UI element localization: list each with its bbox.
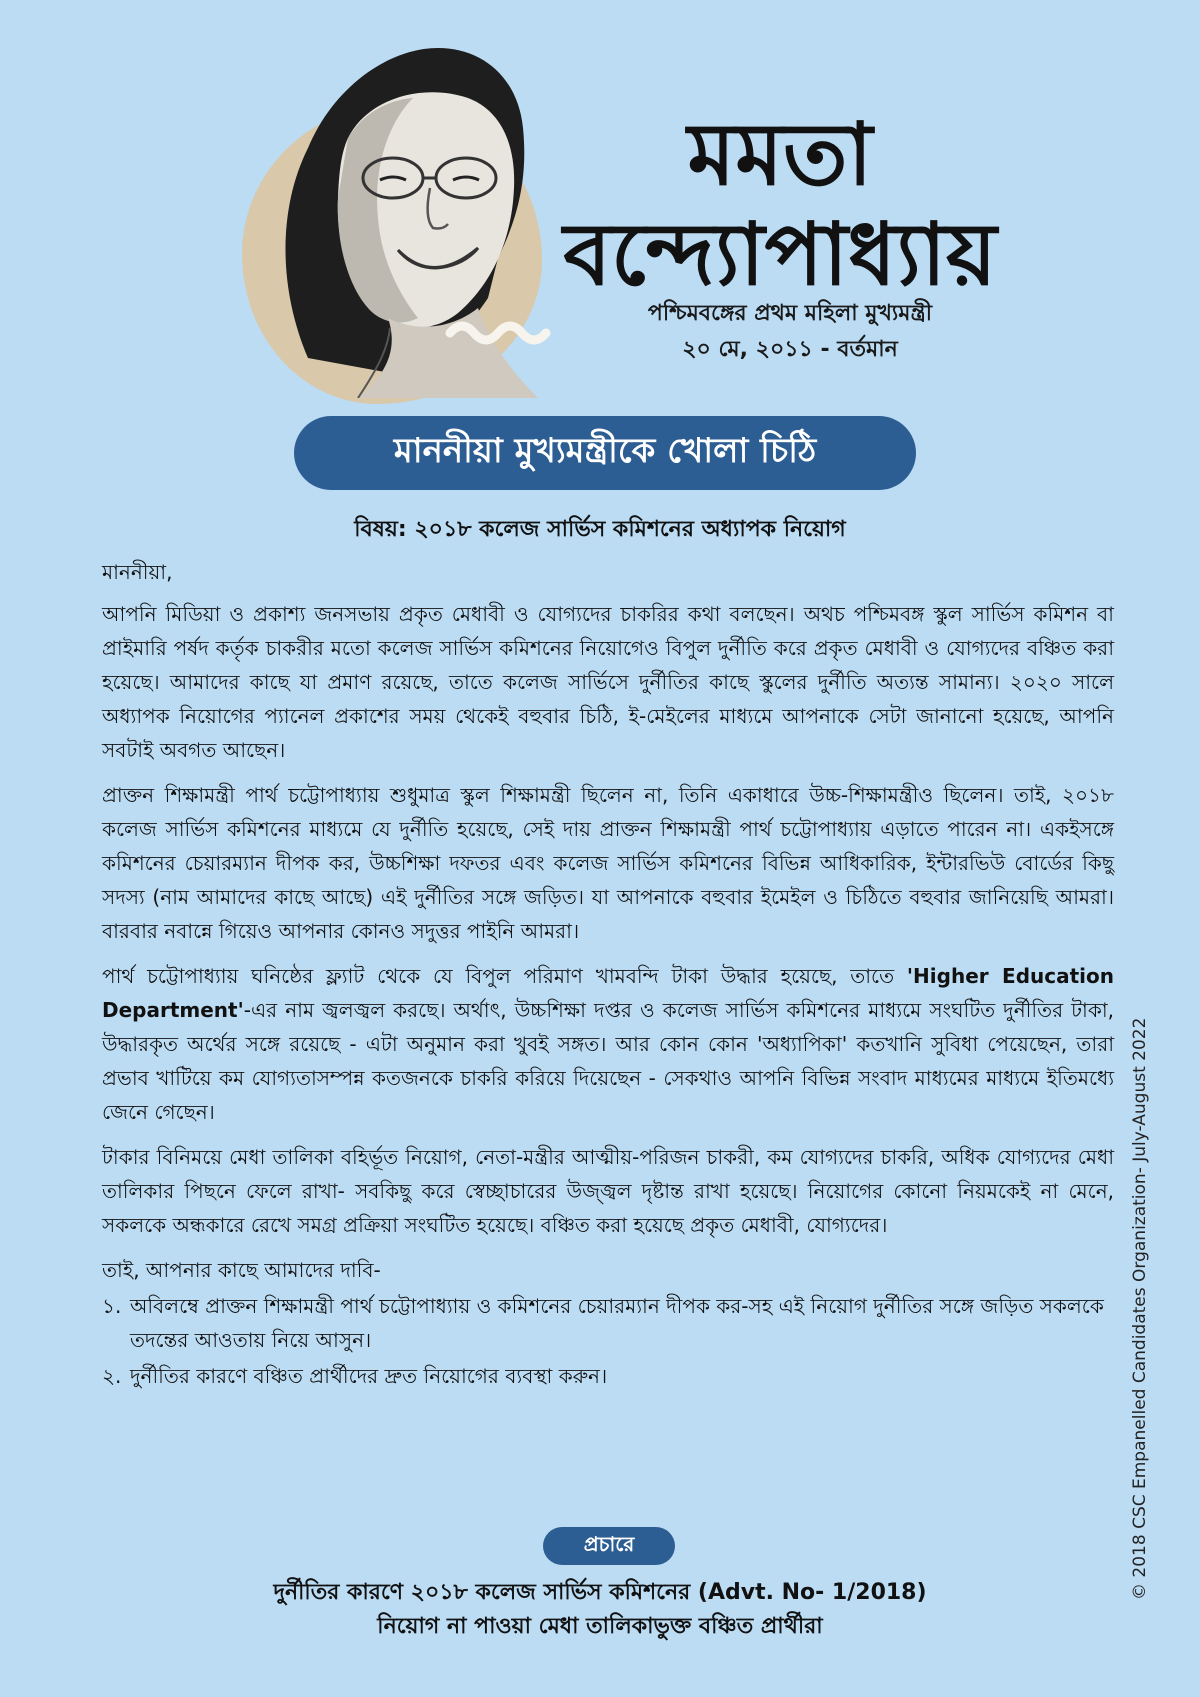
subject-line: বিষয়: ২০১৮ কলেজ সার্ভিস কমিশনের অধ্যাপক নিয়োগ [354,517,846,542]
campaign-label: প্রচারে [543,1527,675,1565]
portrait-illustration [238,28,608,398]
list-item [102,1359,1114,1393]
paragraph-3-part-a: পার্থ চট্টোপাধ্যায় ঘনিষ্ঠের ফ্ল্যাট থেকে যে বিপুল পরিমাণ খামবন্দি টাকা উদ্ধার হয়েছে, তাতে [102,964,907,988]
paragraph-3-quote: 'Higher Education Department' [102,964,1114,1022]
title-line-1: মমতা [687,104,873,205]
portrait [238,28,608,398]
paragraph-3 [102,959,1114,1129]
footer-line-1: দুর্নীতির কারণে ২০১৮ কলেজ সার্ভিস কমিশনের (Advt. No- 1/2018) [273,1580,927,1605]
open-letter-banner: মাননীয়া মুখ্যমন্ত্রীকে খোলা চিঠি [294,416,916,490]
demands-intro: তাই, আপনার কাছে আমাদের দাবি- [102,1258,381,1282]
side-credit-text: © 2018 CSC Empanelled Candidates Organization- July-August 2022 [1130,1017,1150,1600]
list-item-number: ২. [102,1364,122,1388]
footer-signature [150,1576,1050,1644]
subtitle-block [590,296,990,368]
title-line-2: বন্দ্যোপাধ্যায় [563,204,997,305]
letter-body [102,555,1114,1395]
tenure-text: ২০ মে, ২০১১ - বর্তমান [682,337,898,362]
page-title [560,105,1000,305]
list-item-text: অবিলম্বে প্রাক্তন শিক্ষামন্ত্রী পার্থ চট্টোপাধ্যায় ও কমিশনের চেয়ারম্যান দীপক কর-সহ এই নিয়োগ দুর্নীতির সঙ্গে জড়িত সকলকে তদন্তের আওতায় নিয়ে আসুন। [130,1294,1104,1352]
footer-line-2: নিয়োগ না পাওয়া মেধা তালিকাভুক্ত বঞ্চিত প্রার্থীরা [377,1614,823,1639]
list-item-text: দুর্নীতির কারণে বঞ্চিত প্রার্থীদের দ্রুত নিয়োগের ব্যবস্থা করুন। [130,1364,608,1388]
list-item-number: ১. [102,1294,122,1318]
paragraph-3-part-b: -এর নাম জ্বলজ্বল করছে। অর্থাৎ, উচ্চশিক্ষা দপ্তর ও কলেজ সার্ভিস কমিশনের মাধ্যমে সংঘটিত দুর্নীতির টাকা, উদ্ধারকৃত অর্থের সঙ্গে রয়েছে - এটা অনুমান করা খুবই সঙ্গত। আর কোন কোন 'অধ্যাপিকা' কতখানি সুবিধা পেয়েছেন, তারা প্রভাব খাটিয়ে কম যোগ্যতাসম্পন্ন কতজনকে চাকরি করিয়ে দিয়েছেন - সেকথাও আপনি বিভিন্ন সংবাদ মাধ্যমের মাধ্যমে ইতিমধ্যে জেনে গেছেন। [102,998,1114,1124]
salutation: মাননীয়া, [102,560,173,584]
paragraph-4: টাকার বিনিময়ে মেধা তালিকা বহির্ভূত নিয়োগ, নেতা-মন্ত্রীর আত্মীয়-পরিজন চাকরী, কম যোগ্যদের চাকরি, অধিক যোগ্যদের মেধা তালিকার পিছনে ফেলে রাখা- সবকিছু করে স্বেচ্ছাচারের উজ্জ্বল দৃষ্টান্ত রাখা হয়েছে। নিয়োগের কোনো নিয়মকেই না মেনে, সকলকে অন্ধকারে রেখে সমগ্র প্রক্রিয়া সংঘটিত হয়েছে। বঞ্চিত করা হয়েছে প্রকৃত মেধাবী, যোগ্যদের। [102,1145,1114,1237]
paragraph-1: আপনি মিডিয়া ও প্রকাশ্য জনসভায় প্রকৃত মেধাবী ও যোগ্যদের চাকরির কথা বলছেন। অথচ পশ্চিমবঙ্গ স্কুল সার্ভিস কমিশন বা প্রাইমারি পর্ষদ কর্তৃক চাকরীর মতো কলেজ সার্ভিস কমিশনের নিয়োগেও বিপুল দুর্নীতি করে প্রকৃত মেধাবী ও যোগ্যদের বঞ্চিত করা হয়েছে। আমাদের কাছে যা প্রমাণ রয়েছে, তাতে কলেজ সার্ভিসে দুর্নীতির কাছে স্কুলের দুর্নীতি অত্যন্ত সামান্য। ২০২০ সালে অধ্যাপক নিয়োগের প্যানেল প্রকাশের সময় থেকেই বহুবার চিঠি, ই-মেইলের মাধ্যমে আপনাকে সেটা জানানো হয়েছে, আপনি সবটাই অবগত আছেন। [102,602,1114,762]
designation-text: পশ্চিমবঙ্গের প্রথম মহিলা মুখ্যমন্ত্রী [647,301,933,326]
paragraph-2: প্রাক্তন শিক্ষামন্ত্রী পার্থ চট্টোপাধ্যায় শুধুমাত্র স্কুল শিক্ষামন্ত্রী ছিলেন না, তিনি একাধারে উচ্চ-শিক্ষামন্ত্রীও ছিলেন। তাই, ২০১৮ কলেজ সার্ভিস কমিশনের মাধ্যমে যে দুর্নীতি হয়েছে, সেই দায় প্রাক্তন শিক্ষামন্ত্রী পার্থ চট্টোপাধ্যায় এড়াতে পারেন না। একইসঙ্গে কমিশনের চেয়ারম্যান দীপক কর, উচ্চশিক্ষা দফতর এবং কলেজ সার্ভিস কমিশনের বিভিন্ন আধিকারিক, ইন্টারভিউ বোর্ডের কিছু সদস্য (নাম আমাদের কাছে আছে) এই দুর্নীতির সঙ্গে জড়িত। যা আপনাকে বহুবার ইমেইল ও চিঠিতে বহুবার জানিয়েছি আমরা। বারবার নবান্নে গিয়েও আপনার কোনও সদুত্তর পাইনি আমরা। [102,783,1114,943]
list-item [102,1289,1114,1357]
demands-list [102,1289,1114,1393]
